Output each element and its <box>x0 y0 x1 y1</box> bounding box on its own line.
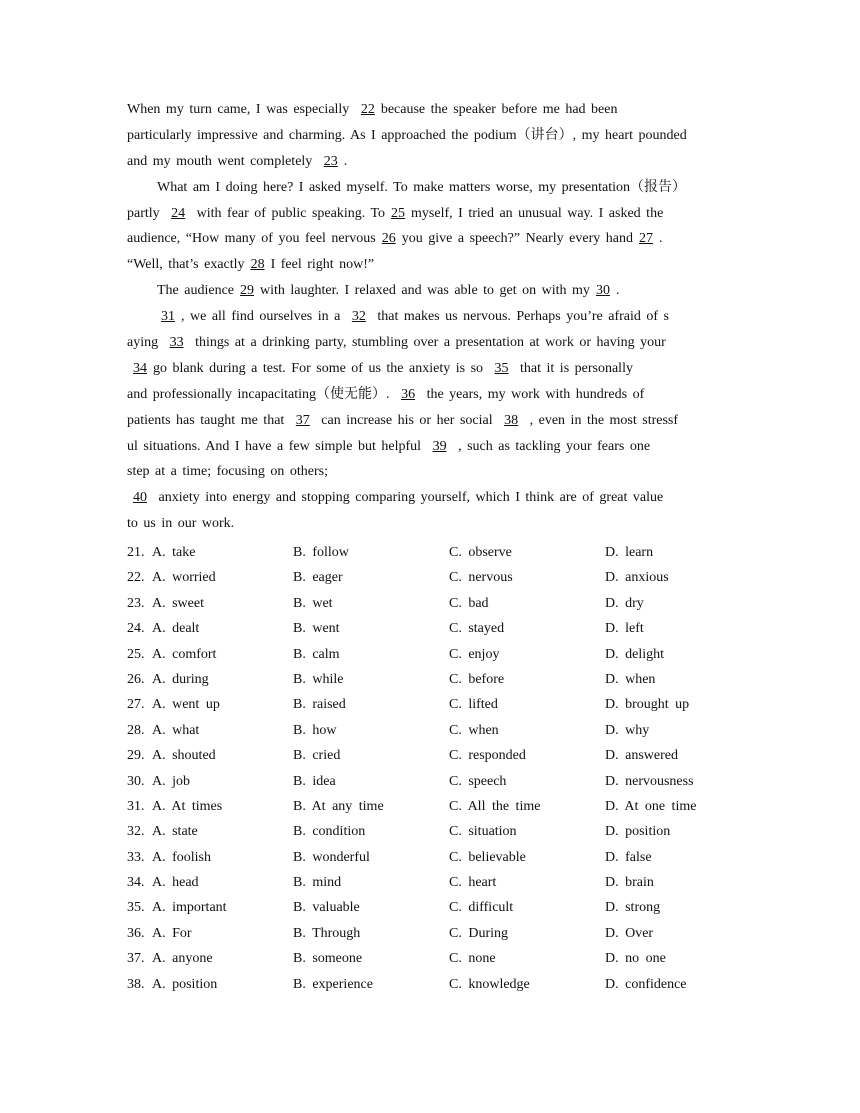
question-number: 23. <box>127 595 145 611</box>
option-b: B. wet <box>293 595 333 611</box>
blank-number: 33 <box>169 335 184 351</box>
blank-number: 37 <box>295 412 310 428</box>
question-number: 24. <box>127 621 145 637</box>
option-a: A. worried <box>152 570 216 586</box>
question-number: 22. <box>127 570 145 586</box>
option-d: D. answered <box>605 748 678 764</box>
option-a: A. job <box>152 773 190 789</box>
option-c: C. knowledge <box>449 976 530 992</box>
option-a: A. For <box>152 925 192 941</box>
blank-number: 24 <box>171 205 186 221</box>
option-a: A. what <box>152 722 200 738</box>
option-d: D. why <box>605 722 650 738</box>
option-b: B. calm <box>293 646 340 662</box>
passage-line: 31 , we all find ourselves in a 32 that makes us nervous. Perhaps you’re afraid of s <box>127 304 737 330</box>
question-number: 21. <box>127 545 145 560</box>
question-number: 28. <box>127 722 145 738</box>
option-c: C. situation <box>449 824 517 840</box>
option-c: C. believable <box>449 849 526 865</box>
option-d: D. brought up <box>605 697 690 713</box>
passage-line: What am I doing here? I asked myself. To make matters worse, my presentation（报告） <box>157 179 687 195</box>
option-a: A. head <box>152 875 199 891</box>
blank-number: 38 <box>504 412 519 428</box>
passage-line: partly 24 with fear of public speaking. To 25 myself, I tried an unusual way. I asked the <box>127 201 737 227</box>
option-a: A. foolish <box>152 849 211 865</box>
option-a: A. went up <box>152 697 220 713</box>
option-b: B. raised <box>293 697 346 713</box>
question-number: 34. <box>127 875 145 891</box>
blank-number: 25 <box>391 205 406 221</box>
option-a: A. shouted <box>152 748 216 764</box>
blank-number: 28 <box>250 257 265 273</box>
option-c: C. observe <box>449 545 512 560</box>
question-number: 27. <box>127 697 145 713</box>
option-d: D. delight <box>605 646 664 662</box>
option-d: D. false <box>605 849 652 865</box>
blank-number: 26 <box>381 231 396 247</box>
passage-line: 34 go blank during a test. For some of us the anxiety is so 35 that it is personally <box>127 356 737 382</box>
question-number: 35. <box>127 900 145 916</box>
passage-line: audience, “How many of you feel nervous 26 you give a speech?” Nearly every hand 27 . <box>127 226 737 252</box>
option-b: B. eager <box>293 570 343 586</box>
passage-line: and professionally incapacitating（使无能）. 36 the years, my work with hundreds of <box>127 382 737 408</box>
option-d: D. strong <box>605 900 661 916</box>
option-d: D. nervousness <box>605 773 694 789</box>
option-a: A. take <box>152 545 196 560</box>
option-a: A. sweet <box>152 595 204 611</box>
option-d: D. At one time <box>605 798 697 814</box>
blank-number: 34 <box>133 360 147 376</box>
option-d: D. brain <box>605 875 654 891</box>
option-d: D. left <box>605 621 644 637</box>
option-c: C. All the time <box>449 798 541 814</box>
option-c: C. stayed <box>449 621 505 637</box>
passage-line: particularly impressive and charming. As I approached the podium（讲台）, my heart pounded <box>127 127 687 143</box>
option-a: A. At times <box>152 798 223 814</box>
option-c: C. before <box>449 671 505 687</box>
blank-number: 22 <box>360 102 375 117</box>
blank-number: 36 <box>401 386 416 402</box>
option-d: D. when <box>605 671 656 687</box>
blank-number: 29 <box>240 283 255 299</box>
option-d: D. learn <box>605 545 654 560</box>
passage-line: 40 anxiety into energy and stopping comparing yourself, which I think are of great value <box>127 485 737 511</box>
passage-line: The audience 29 with laughter. I relaxed and was able to get on with my 30 . <box>127 278 737 304</box>
question-number: 26. <box>127 671 145 687</box>
question-number: 36. <box>127 925 145 941</box>
option-c: C. lifted <box>449 697 498 713</box>
option-c: C. difficult <box>449 900 514 916</box>
passage-line: patients has taught me that 37 can increase his or her social 38 , even in the most stressf <box>127 408 737 434</box>
option-a: A. position <box>152 976 218 992</box>
question-number: 30. <box>127 773 145 789</box>
blank-number: 40 <box>133 490 147 506</box>
question-number: 32. <box>127 824 145 840</box>
option-b: B. condition <box>293 824 366 840</box>
option-c: C. bad <box>449 595 489 611</box>
option-c: C. none <box>449 951 496 967</box>
passage-line: step at a time; focusing on others; <box>127 464 328 480</box>
passage-line: ul situations. And I have a few simple but helpful 39 , such as tackling your fears one <box>127 434 737 460</box>
option-c: C. heart <box>449 875 497 891</box>
option-a: A. state <box>152 824 198 840</box>
option-c: C. speech <box>449 773 507 789</box>
option-b: B. cried <box>293 748 341 764</box>
question-number: 33. <box>127 849 145 865</box>
option-c: C. when <box>449 722 499 738</box>
option-d: D. Over <box>605 925 654 941</box>
option-b: B. experience <box>293 976 373 992</box>
option-b: B. went <box>293 621 340 637</box>
option-b: B. how <box>293 722 337 738</box>
option-d: D. no one <box>605 951 666 967</box>
option-b: B. while <box>293 671 344 687</box>
blank-number: 31 <box>161 309 175 325</box>
option-d: D. dry <box>605 595 644 611</box>
option-b: B. idea <box>293 773 336 789</box>
option-a: A. anyone <box>152 951 213 967</box>
question-number: 29. <box>127 748 145 764</box>
blank-number: 35 <box>494 360 509 376</box>
passage-line: “Well, that’s exactly 28 I feel right now!” <box>127 252 737 278</box>
option-c: C. enjoy <box>449 646 500 662</box>
option-d: D. confidence <box>605 976 687 992</box>
option-b: B. someone <box>293 951 363 967</box>
passage-line: and my mouth went completely 23 . <box>127 149 737 175</box>
option-c: C. During <box>449 925 508 941</box>
blank-number: 27 <box>638 231 653 247</box>
blank-number: 23 <box>323 153 338 169</box>
option-c: C. responded <box>449 748 526 764</box>
option-a: A. during <box>152 671 209 687</box>
option-b: B. wonderful <box>293 849 370 865</box>
option-d: D. position <box>605 824 671 840</box>
option-b: B. Through <box>293 925 361 941</box>
option-b: B. follow <box>293 545 349 560</box>
question-number: 37. <box>127 951 145 967</box>
option-d: D. anxious <box>605 570 669 586</box>
passage-line: to us in our work. <box>127 516 235 532</box>
option-b: B. mind <box>293 875 342 891</box>
blank-number: 39 <box>432 438 447 454</box>
blank-number: 32 <box>351 309 366 325</box>
option-b: B. valuable <box>293 900 360 916</box>
option-c: C. nervous <box>449 570 513 586</box>
option-a: A. comfort <box>152 646 217 662</box>
option-a: A. important <box>152 900 227 916</box>
question-number: 31. <box>127 798 145 814</box>
option-b: B. At any time <box>293 798 384 814</box>
question-number: 25. <box>127 646 145 662</box>
blank-number: 30 <box>595 283 610 299</box>
question-number: 38. <box>127 976 145 992</box>
passage-line: When my turn came, I was especially 22 because the speaker before me had been <box>127 97 737 123</box>
option-a: A. dealt <box>152 621 200 637</box>
cloze-passage <box>127 97 737 537</box>
passage-line: aying 33 things at a drinking party, stumbling over a presentation at work or having your <box>127 330 737 356</box>
